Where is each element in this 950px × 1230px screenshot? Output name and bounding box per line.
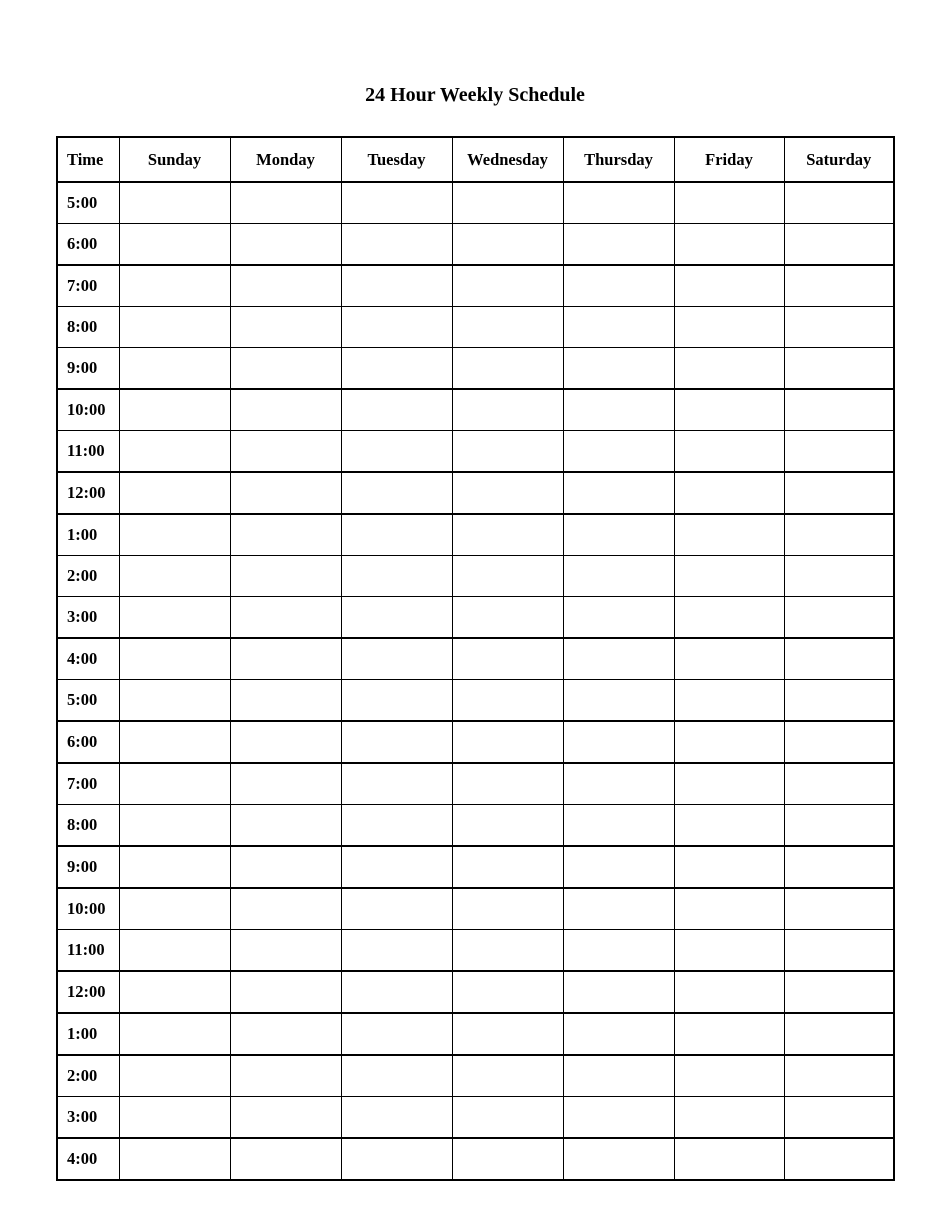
schedule-cell-sunday[interactable] xyxy=(119,348,230,390)
schedule-cell-thursday[interactable] xyxy=(563,472,674,514)
table-row xyxy=(57,389,894,431)
time-cell: 2:00 xyxy=(57,1055,119,1097)
schedule-cell-saturday[interactable] xyxy=(784,472,894,514)
schedule-cell-friday[interactable] xyxy=(674,597,784,639)
table-row xyxy=(57,514,894,556)
schedule-cell-friday[interactable] xyxy=(674,680,784,722)
time-cell: 1:00 xyxy=(57,1013,119,1055)
schedule-cell-thursday[interactable] xyxy=(563,1055,674,1097)
schedule-cell-thursday[interactable] xyxy=(563,680,674,722)
table-row xyxy=(57,182,894,224)
schedule-cell-monday[interactable] xyxy=(230,930,341,972)
schedule-cell-saturday[interactable] xyxy=(784,1138,894,1180)
schedule-cell-wednesday[interactable] xyxy=(452,1097,563,1139)
schedule-cell-friday[interactable] xyxy=(674,763,784,805)
schedule-cell-monday[interactable] xyxy=(230,556,341,597)
schedule-cell-tuesday[interactable] xyxy=(341,888,452,930)
time-cell: 2:00 xyxy=(57,556,119,597)
table-row xyxy=(57,431,894,473)
schedule-cell-wednesday[interactable] xyxy=(452,638,563,680)
time-cell: 8:00 xyxy=(57,805,119,847)
schedule-cell-saturday[interactable] xyxy=(784,1013,894,1055)
schedule-cell-tuesday[interactable] xyxy=(341,389,452,431)
time-cell: 5:00 xyxy=(57,680,119,722)
schedule-cell-friday[interactable] xyxy=(674,307,784,348)
schedule-cell-tuesday[interactable] xyxy=(341,224,452,266)
schedule-cell-wednesday[interactable] xyxy=(452,1138,563,1180)
schedule-cell-sunday[interactable] xyxy=(119,224,230,266)
schedule-cell-friday[interactable] xyxy=(674,556,784,597)
schedule-cell-thursday[interactable] xyxy=(563,721,674,763)
schedule-cell-wednesday[interactable] xyxy=(452,556,563,597)
schedule-cell-friday[interactable] xyxy=(674,472,784,514)
schedule-cell-friday[interactable] xyxy=(674,721,784,763)
table-row xyxy=(57,1097,894,1139)
schedule-cell-saturday[interactable] xyxy=(784,182,894,224)
schedule-cell-saturday[interactable] xyxy=(784,930,894,972)
schedule-cell-wednesday[interactable] xyxy=(452,680,563,722)
table-row xyxy=(57,930,894,972)
schedule-cell-sunday[interactable] xyxy=(119,472,230,514)
schedule-cell-wednesday[interactable] xyxy=(452,721,563,763)
schedule-cell-saturday[interactable] xyxy=(784,224,894,266)
schedule-cell-friday[interactable] xyxy=(674,389,784,431)
schedule-cell-monday[interactable] xyxy=(230,514,341,556)
schedule-cell-friday[interactable] xyxy=(674,638,784,680)
schedule-cell-sunday[interactable] xyxy=(119,1097,230,1139)
column-header-friday: Friday xyxy=(674,137,784,182)
schedule-cell-monday[interactable] xyxy=(230,1013,341,1055)
schedule-cell-sunday[interactable] xyxy=(119,265,230,307)
schedule-cell-monday[interactable] xyxy=(230,472,341,514)
schedule-cell-thursday[interactable] xyxy=(563,389,674,431)
time-cell: 7:00 xyxy=(57,265,119,307)
schedule-cell-tuesday[interactable] xyxy=(341,971,452,1013)
schedule-cell-wednesday[interactable] xyxy=(452,805,563,847)
time-cell: 5:00 xyxy=(57,182,119,224)
schedule-cell-wednesday[interactable] xyxy=(452,930,563,972)
schedule-cell-sunday[interactable] xyxy=(119,888,230,930)
schedule-cell-tuesday[interactable] xyxy=(341,721,452,763)
schedule-cell-wednesday[interactable] xyxy=(452,348,563,390)
schedule-cell-saturday[interactable] xyxy=(784,680,894,722)
schedule-cell-saturday[interactable] xyxy=(784,597,894,639)
time-cell: 11:00 xyxy=(57,930,119,972)
schedule-cell-sunday[interactable] xyxy=(119,805,230,847)
schedule-cell-sunday[interactable] xyxy=(119,597,230,639)
schedule-cell-wednesday[interactable] xyxy=(452,1013,563,1055)
schedule-cell-saturday[interactable] xyxy=(784,307,894,348)
schedule-cell-sunday[interactable] xyxy=(119,971,230,1013)
schedule-cell-thursday[interactable] xyxy=(563,1097,674,1139)
schedule-cell-friday[interactable] xyxy=(674,1138,784,1180)
schedule-cell-monday[interactable] xyxy=(230,846,341,888)
schedule-cell-friday[interactable] xyxy=(674,930,784,972)
schedule-cell-tuesday[interactable] xyxy=(341,431,452,473)
schedule-cell-thursday[interactable] xyxy=(563,265,674,307)
table-row xyxy=(57,597,894,639)
schedule-cell-monday[interactable] xyxy=(230,224,341,266)
schedule-cell-wednesday[interactable] xyxy=(452,265,563,307)
schedule-cell-monday[interactable] xyxy=(230,389,341,431)
schedule-cell-wednesday[interactable] xyxy=(452,472,563,514)
schedule-cell-tuesday[interactable] xyxy=(341,805,452,847)
table-row xyxy=(57,680,894,722)
schedule-cell-tuesday[interactable] xyxy=(341,514,452,556)
schedule-cell-tuesday[interactable] xyxy=(341,597,452,639)
schedule-cell-wednesday[interactable] xyxy=(452,888,563,930)
schedule-cell-monday[interactable] xyxy=(230,971,341,1013)
schedule-cell-sunday[interactable] xyxy=(119,638,230,680)
schedule-cell-tuesday[interactable] xyxy=(341,1055,452,1097)
schedule-cell-thursday[interactable] xyxy=(563,1138,674,1180)
table-row xyxy=(57,265,894,307)
schedule-cell-wednesday[interactable] xyxy=(452,389,563,431)
schedule-cell-monday[interactable] xyxy=(230,638,341,680)
schedule-cell-saturday[interactable] xyxy=(784,389,894,431)
table-row xyxy=(57,638,894,680)
schedule-cell-thursday[interactable] xyxy=(563,846,674,888)
table-row xyxy=(57,307,894,348)
schedule-cell-sunday[interactable] xyxy=(119,389,230,431)
column-header-thursday: Thursday xyxy=(563,137,674,182)
schedule-cell-sunday[interactable] xyxy=(119,514,230,556)
schedule-cell-monday[interactable] xyxy=(230,763,341,805)
schedule-cell-tuesday[interactable] xyxy=(341,846,452,888)
schedule-cell-thursday[interactable] xyxy=(563,514,674,556)
table-row xyxy=(57,846,894,888)
schedule-cell-friday[interactable] xyxy=(674,182,784,224)
schedule-cell-tuesday[interactable] xyxy=(341,638,452,680)
schedule-cell-monday[interactable] xyxy=(230,888,341,930)
schedule-cell-tuesday[interactable] xyxy=(341,1013,452,1055)
schedule-cell-saturday[interactable] xyxy=(784,514,894,556)
column-header-saturday: Saturday xyxy=(784,137,894,182)
schedule-cell-tuesday[interactable] xyxy=(341,182,452,224)
table-row xyxy=(57,556,894,597)
schedule-cell-friday[interactable] xyxy=(674,971,784,1013)
schedule-cell-tuesday[interactable] xyxy=(341,556,452,597)
schedule-cell-thursday[interactable] xyxy=(563,307,674,348)
time-cell: 4:00 xyxy=(57,1138,119,1180)
schedule-cell-thursday[interactable] xyxy=(563,597,674,639)
table-row xyxy=(57,1138,894,1180)
time-cell: 10:00 xyxy=(57,888,119,930)
schedule-cell-monday[interactable] xyxy=(230,680,341,722)
column-header-tuesday: Tuesday xyxy=(341,137,452,182)
schedule-cell-thursday[interactable] xyxy=(563,1013,674,1055)
schedule-body xyxy=(57,182,894,1180)
time-cell: 12:00 xyxy=(57,472,119,514)
schedule-cell-friday[interactable] xyxy=(674,846,784,888)
column-header-time: Time xyxy=(57,137,119,182)
schedule-cell-thursday[interactable] xyxy=(563,556,674,597)
schedule-cell-monday[interactable] xyxy=(230,182,341,224)
column-header-monday: Monday xyxy=(230,137,341,182)
time-cell: 4:00 xyxy=(57,638,119,680)
schedule-cell-thursday[interactable] xyxy=(563,971,674,1013)
time-cell: 6:00 xyxy=(57,224,119,266)
schedule-cell-wednesday[interactable] xyxy=(452,763,563,805)
schedule-cell-saturday[interactable] xyxy=(784,265,894,307)
schedule-cell-saturday[interactable] xyxy=(784,1097,894,1139)
schedule-cell-thursday[interactable] xyxy=(563,348,674,390)
time-cell: 11:00 xyxy=(57,431,119,473)
schedule-cell-wednesday[interactable] xyxy=(452,182,563,224)
column-header-sunday: Sunday xyxy=(119,137,230,182)
table-row xyxy=(57,805,894,847)
column-header-wednesday: Wednesday xyxy=(452,137,563,182)
schedule-cell-tuesday[interactable] xyxy=(341,680,452,722)
time-cell: 3:00 xyxy=(57,1097,119,1139)
schedule-cell-thursday[interactable] xyxy=(563,763,674,805)
page-title: 24 Hour Weekly Schedule xyxy=(365,84,585,106)
time-cell: 7:00 xyxy=(57,763,119,805)
schedule-cell-friday[interactable] xyxy=(674,224,784,266)
schedule-cell-wednesday[interactable] xyxy=(452,1055,563,1097)
schedule-cell-thursday[interactable] xyxy=(563,431,674,473)
schedule-cell-sunday[interactable] xyxy=(119,721,230,763)
schedule-cell-saturday[interactable] xyxy=(784,1055,894,1097)
schedule-cell-wednesday[interactable] xyxy=(452,224,563,266)
schedule-cell-thursday[interactable] xyxy=(563,224,674,266)
schedule-cell-wednesday[interactable] xyxy=(452,597,563,639)
schedule-cell-friday[interactable] xyxy=(674,348,784,390)
table-row xyxy=(57,971,894,1013)
schedule-cell-monday[interactable] xyxy=(230,805,341,847)
schedule-cell-monday[interactable] xyxy=(230,1097,341,1139)
table-row xyxy=(57,1013,894,1055)
schedule-cell-tuesday[interactable] xyxy=(341,1097,452,1139)
schedule-cell-tuesday[interactable] xyxy=(341,763,452,805)
schedule-cell-tuesday[interactable] xyxy=(341,1138,452,1180)
schedule-cell-saturday[interactable] xyxy=(784,348,894,390)
schedule-cell-tuesday[interactable] xyxy=(341,472,452,514)
schedule-cell-sunday[interactable] xyxy=(119,1138,230,1180)
time-cell: 9:00 xyxy=(57,846,119,888)
schedule-cell-tuesday[interactable] xyxy=(341,307,452,348)
schedule-cell-sunday[interactable] xyxy=(119,1013,230,1055)
schedule-cell-monday[interactable] xyxy=(230,265,341,307)
schedule-cell-monday[interactable] xyxy=(230,348,341,390)
table-row xyxy=(57,224,894,266)
schedule-cell-saturday[interactable] xyxy=(784,763,894,805)
schedule-cell-friday[interactable] xyxy=(674,431,784,473)
table-row xyxy=(57,472,894,514)
schedule-cell-thursday[interactable] xyxy=(563,638,674,680)
schedule-cell-thursday[interactable] xyxy=(563,888,674,930)
header-row xyxy=(57,137,894,182)
schedule-cell-friday[interactable] xyxy=(674,265,784,307)
schedule-cell-sunday[interactable] xyxy=(119,1055,230,1097)
time-cell: 10:00 xyxy=(57,389,119,431)
schedule-cell-monday[interactable] xyxy=(230,1138,341,1180)
schedule-cell-tuesday[interactable] xyxy=(341,265,452,307)
schedule-cell-sunday[interactable] xyxy=(119,431,230,473)
schedule-cell-sunday[interactable] xyxy=(119,930,230,972)
schedule-cell-saturday[interactable] xyxy=(784,971,894,1013)
schedule-cell-monday[interactable] xyxy=(230,721,341,763)
schedule-cell-friday[interactable] xyxy=(674,805,784,847)
schedule-cell-wednesday[interactable] xyxy=(452,307,563,348)
schedule-cell-thursday[interactable] xyxy=(563,182,674,224)
schedule-cell-wednesday[interactable] xyxy=(452,431,563,473)
table-row xyxy=(57,721,894,763)
table-row xyxy=(57,888,894,930)
time-cell: 8:00 xyxy=(57,307,119,348)
table-row xyxy=(57,1055,894,1097)
schedule-cell-sunday[interactable] xyxy=(119,763,230,805)
time-cell: 9:00 xyxy=(57,348,119,390)
table-row xyxy=(57,348,894,390)
schedule-cell-wednesday[interactable] xyxy=(452,971,563,1013)
schedule-cell-sunday[interactable] xyxy=(119,556,230,597)
schedule-cell-saturday[interactable] xyxy=(784,431,894,473)
schedule-cell-tuesday[interactable] xyxy=(341,930,452,972)
schedule-cell-friday[interactable] xyxy=(674,1097,784,1139)
schedule-cell-saturday[interactable] xyxy=(784,805,894,847)
schedule-cell-friday[interactable] xyxy=(674,514,784,556)
time-cell: 6:00 xyxy=(57,721,119,763)
table-row xyxy=(57,763,894,805)
time-cell: 3:00 xyxy=(57,597,119,639)
schedule-cell-sunday[interactable] xyxy=(119,680,230,722)
schedule-cell-tuesday[interactable] xyxy=(341,348,452,390)
schedule-cell-saturday[interactable] xyxy=(784,638,894,680)
schedule-cell-friday[interactable] xyxy=(674,1013,784,1055)
schedule-cell-sunday[interactable] xyxy=(119,307,230,348)
schedule-cell-saturday[interactable] xyxy=(784,846,894,888)
schedule-cell-wednesday[interactable] xyxy=(452,514,563,556)
schedule-cell-friday[interactable] xyxy=(674,888,784,930)
time-cell: 12:00 xyxy=(57,971,119,1013)
schedule-cell-monday[interactable] xyxy=(230,431,341,473)
schedule-cell-monday[interactable] xyxy=(230,1055,341,1097)
schedule-cell-monday[interactable] xyxy=(230,597,341,639)
schedule-table xyxy=(56,136,895,1181)
schedule-cell-friday[interactable] xyxy=(674,1055,784,1097)
schedule-cell-thursday[interactable] xyxy=(563,930,674,972)
schedule-cell-wednesday[interactable] xyxy=(452,846,563,888)
time-cell: 1:00 xyxy=(57,514,119,556)
schedule-cell-saturday[interactable] xyxy=(784,888,894,930)
schedule-cell-saturday[interactable] xyxy=(784,556,894,597)
schedule-cell-sunday[interactable] xyxy=(119,182,230,224)
schedule-cell-saturday[interactable] xyxy=(784,721,894,763)
schedule-cell-thursday[interactable] xyxy=(563,805,674,847)
schedule-cell-sunday[interactable] xyxy=(119,846,230,888)
schedule-cell-monday[interactable] xyxy=(230,307,341,348)
